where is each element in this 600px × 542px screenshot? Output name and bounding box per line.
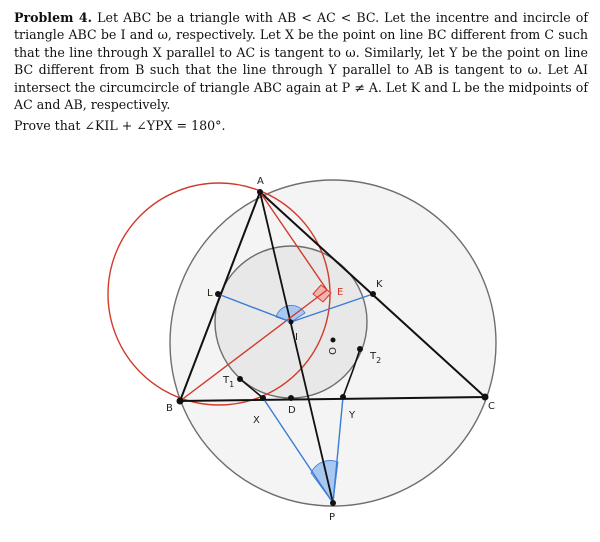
label-c: C — [488, 401, 495, 412]
point-t2 — [357, 346, 363, 352]
label-p: P — [329, 512, 336, 523]
point-x — [260, 395, 266, 401]
label-x: X — [253, 415, 260, 426]
label-i: I — [295, 332, 298, 343]
label-e: E — [337, 287, 344, 298]
label-y: Y — [349, 410, 356, 421]
point-d — [288, 395, 294, 401]
point-b — [177, 398, 184, 405]
label-o: O — [326, 347, 337, 355]
label-l: L — [207, 288, 213, 299]
label-t1-sub: 1 — [229, 380, 235, 389]
point-y — [340, 394, 346, 400]
point-l — [215, 291, 221, 297]
problem-prove: Prove that ∠KIL + ∠YPX = 180°. — [14, 118, 226, 134]
point-c — [482, 394, 489, 401]
problem-body: Let ABC be a triangle with AB < AC < BC. Let the incentre and incircle of triangle ABC be I and ω, respectively. Let X be the point on line BC different from C such that the line through X parallel to AC is tangent to ω. Similarly, let Y be the point on line BC different from B such that the line through Y parallel to AB is tangent to ω. Let AI intersect the circumcircle of triangle ABC again at P ≠ A. Let K and L be the midpoints of AC and AB, respectively. — [14, 10, 588, 113]
label-d: D — [288, 405, 296, 416]
point-p — [330, 500, 336, 506]
label-t1-main: T — [223, 375, 230, 386]
label-t2-sub: 2 — [376, 356, 382, 365]
point-i — [289, 320, 294, 325]
label-k: K — [376, 279, 383, 290]
problem-heading: Problem 4. — [14, 10, 93, 25]
point-o — [331, 338, 336, 343]
point-a — [257, 189, 263, 195]
label-a: A — [257, 176, 264, 187]
point-t1 — [237, 376, 243, 382]
label-t2-main: T — [370, 351, 377, 362]
point-k — [370, 291, 376, 297]
label-b: B — [166, 403, 173, 414]
